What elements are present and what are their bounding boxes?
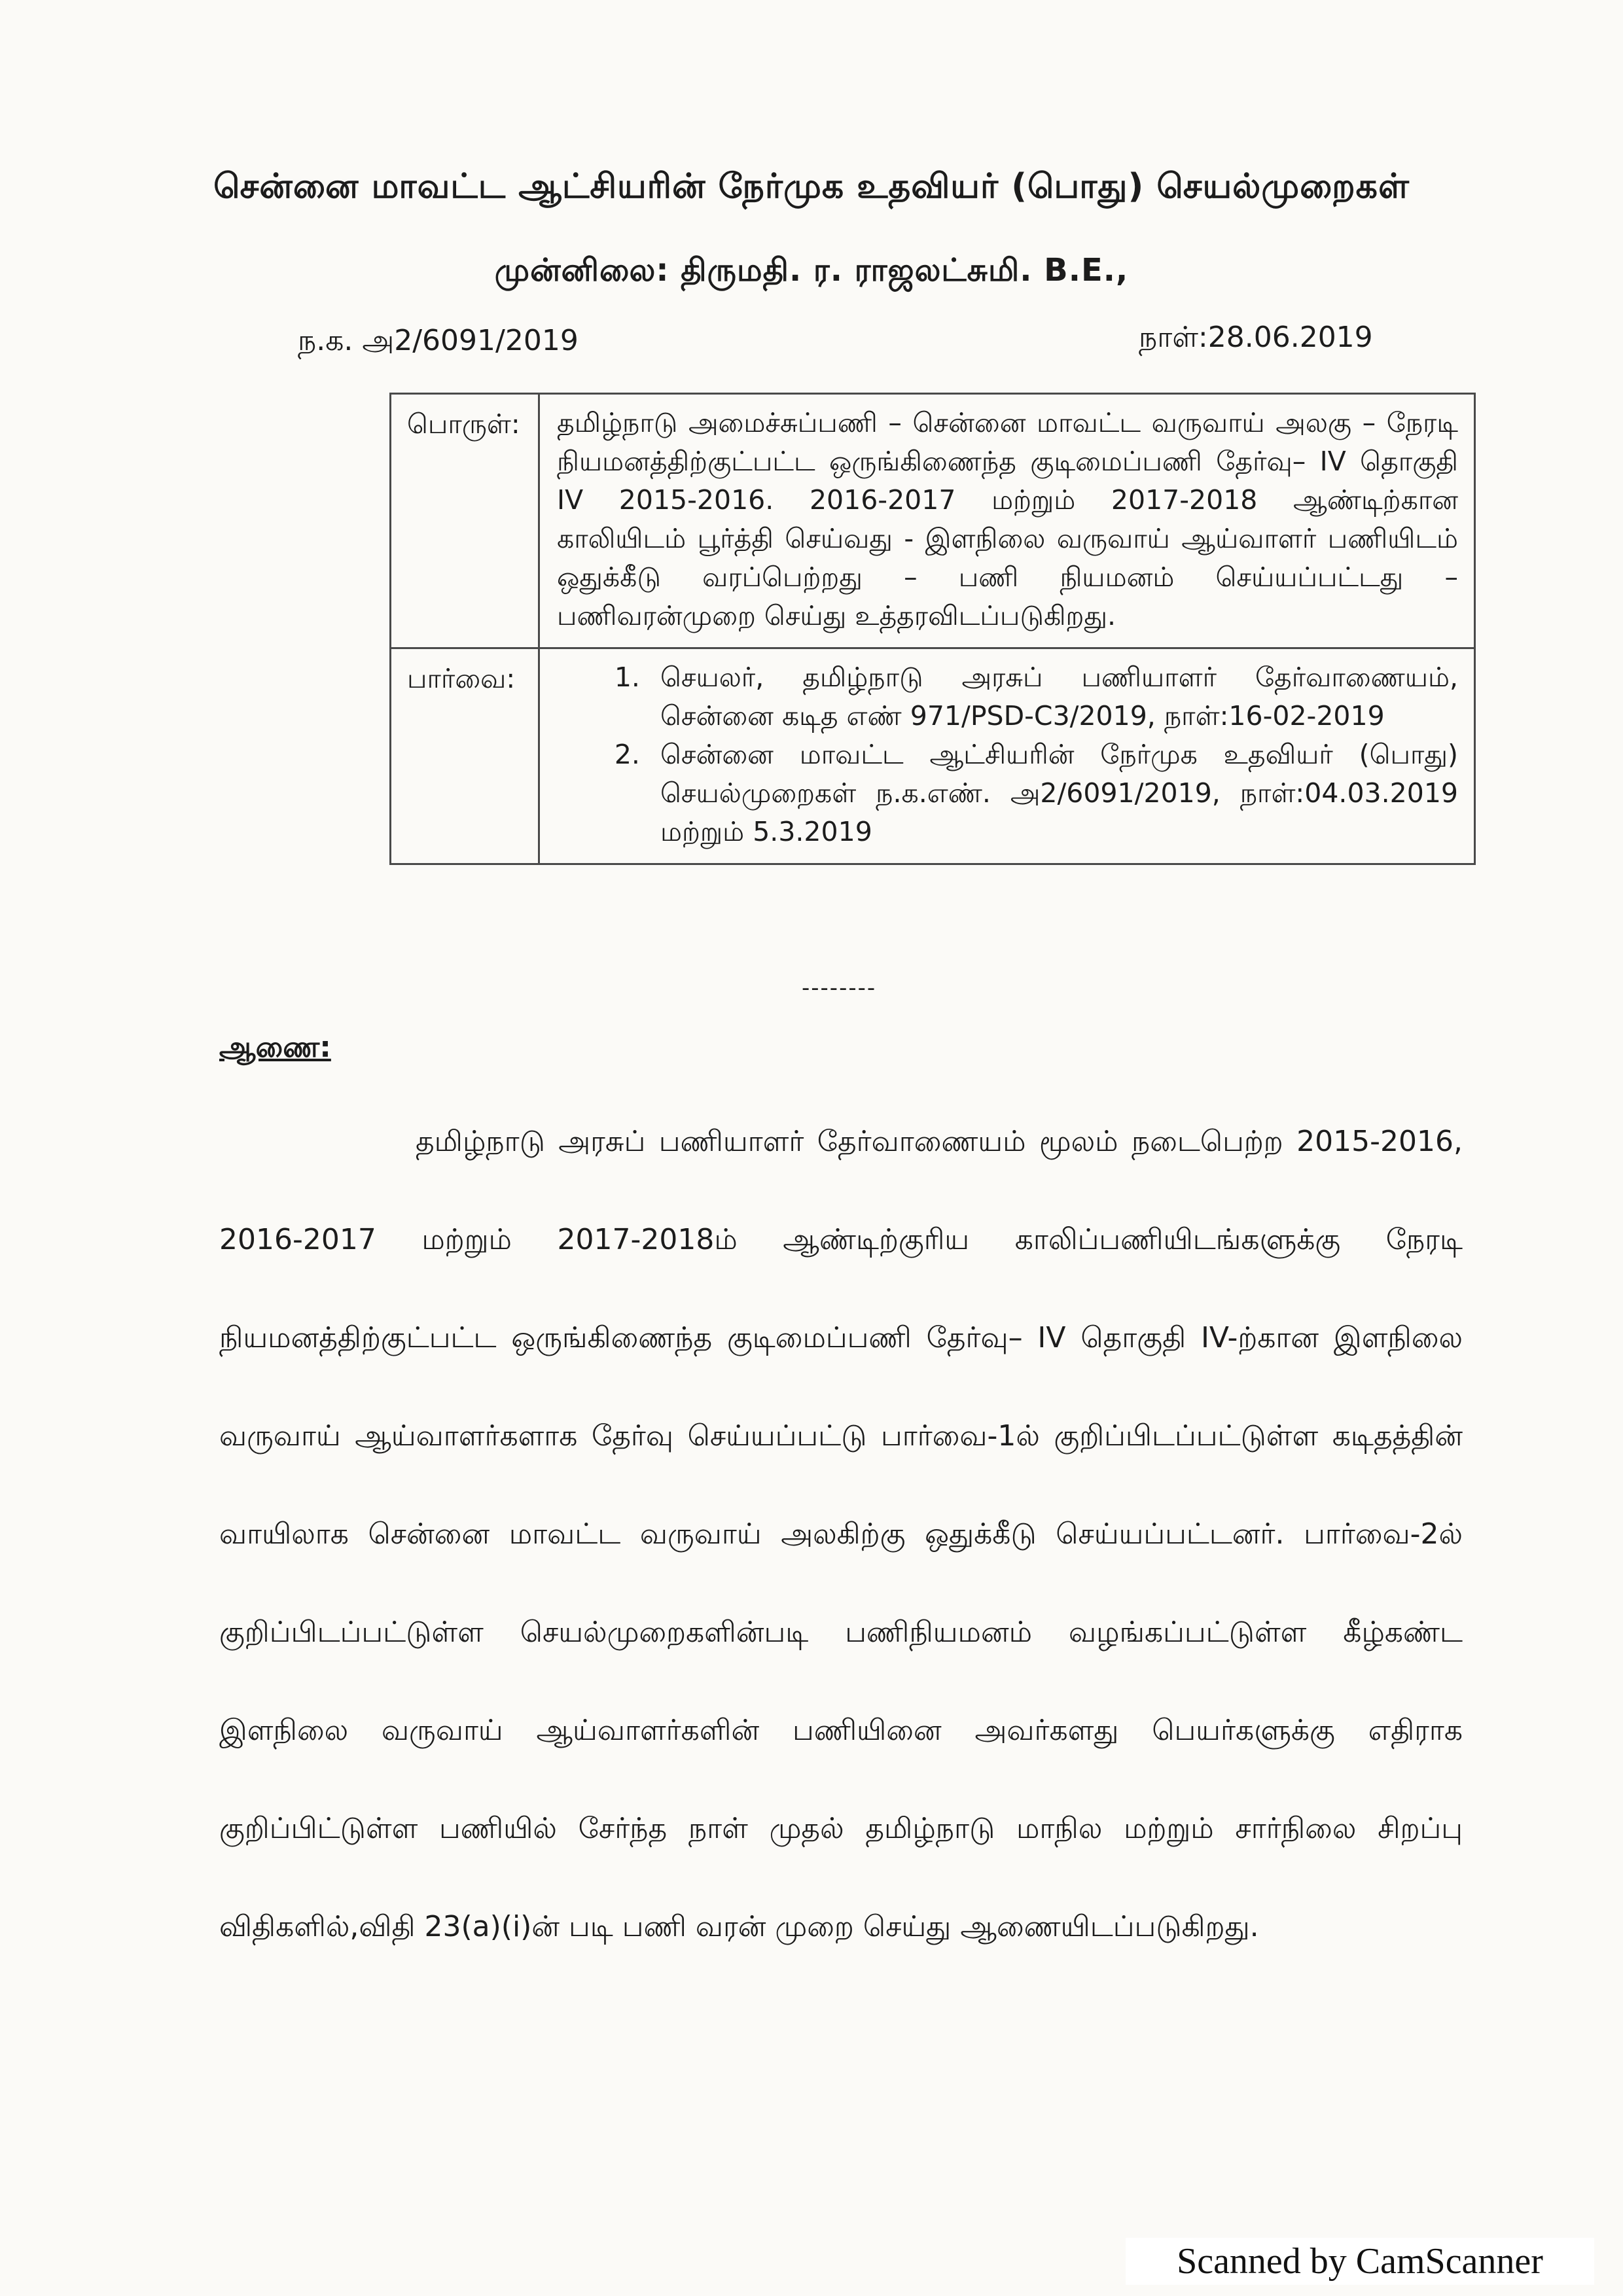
references-row bbox=[391, 648, 1475, 864]
subject-reference-table bbox=[389, 393, 1476, 865]
subject-text: தமிழ்நாடு அமைச்சுப்பணி – சென்னை மாவட்ட வருவாய் அலகு – நேரடி நியமனத்திற்குட்பட்ட ஒருங்கிணைந்த குடிமைப்பணி தேர்வு– IV தொகுதி IV 2015-2016. 2016-2017 மற்றும் 2017-2018 ஆண்டிற்கான காலியிடம் பூர்த்தி செய்வது - இளநிலை வருவாய் ஆய்வாளர் பணியிடம் ஒதுக்கீடு வரப்பெற்றது – பணி நியமனம் செய்யப்பட்டது – பணிவரன்முறை செய்து உத்தரவிடப்படுகிறது. bbox=[539, 394, 1475, 648]
reference-item-2: 2. சென்னை மாவட்ட ஆட்சியரின் நேர்முக உதவியர் (பொது) செயல்முறைகள் ந.க.எண். அ2/6091/2019, நாள்:04.03.2019 மற்றும் 5.3.2019 bbox=[649, 735, 1458, 851]
reference-date: நாள்:28.06.2019 bbox=[1139, 321, 1373, 354]
subject-row bbox=[391, 394, 1475, 648]
references-list bbox=[557, 658, 1458, 851]
subject-label: பொருள்: bbox=[391, 394, 539, 648]
separator: -------- bbox=[802, 975, 877, 1001]
references-label: பார்வை: bbox=[391, 648, 539, 864]
reference-item-1: 1. செயலர், தமிழ்நாடு அரசுப் பணியாளர் தேர்வாணையம், சென்னை கடித எண் 971/PSD-C3/2019, நாள்:16-02-2019 bbox=[649, 658, 1458, 735]
camscanner-watermark: Scanned by CamScanner bbox=[1126, 2238, 1594, 2285]
presiding-officer: முன்னிலை: திருமதி. ர. ராஜலட்சுமி. B.E., bbox=[494, 252, 1129, 289]
references-content bbox=[539, 648, 1475, 864]
document-title: சென்னை மாவட்ட ஆட்சியரின் நேர்முக உதவியர் (பொது) செயல்முறைகள் bbox=[213, 167, 1410, 206]
order-text: தமிழ்நாடு அரசுப் பணியாளர் தேர்வாணையம் மூலம் நடைபெற்ற 2015-2016, 2016-2017 மற்றும் 2017-2018ம் ஆண்டிற்குரிய காலிப்பணியிடங்களுக்கு நேரடி நியமனத்திற்குட்பட்ட ஒருங்கிணைந்த குடிமைப்பணி தேர்வு– IV தொகுதி IV-ற்கான இளநிலை வருவாய் ஆய்வாளர்களாக தேர்வு செய்யப்பட்டு பார்வை-1ல் குறிப்பிடப்பட்டுள்ள கடிதத்தின் வாயிலாக சென்னை மாவட்ட வருவாய் அலகிற்கு ஒதுக்கீடு செய்யப்பட்டனர். பார்வை-2ல் குறிப்பிடப்பட்டுள்ள செயல்முறைகளின்படி பணிநியமனம் வழங்கப்பட்டுள்ள கீழ்கண்ட இளநிலை வருவாய் ஆய்வாளர்களின் பணியினை அவர்களது பெயர்களுக்கு எதிராக குறிப்பிட்டுள்ள பணியில் சேர்ந்த நாள் முதல் தமிழ்நாடு மாநில மற்றும் சார்நிலை சிறப்பு விதிகளில்,விதி 23(a)(i)ன் படி பணி வரன் முறை செய்து ஆணையிடப்படுகிறது. bbox=[219, 1125, 1463, 1943]
order-title: ஆணை: bbox=[219, 1031, 331, 1064]
reference-number: ந.க. அ2/6091/2019 bbox=[298, 324, 579, 357]
